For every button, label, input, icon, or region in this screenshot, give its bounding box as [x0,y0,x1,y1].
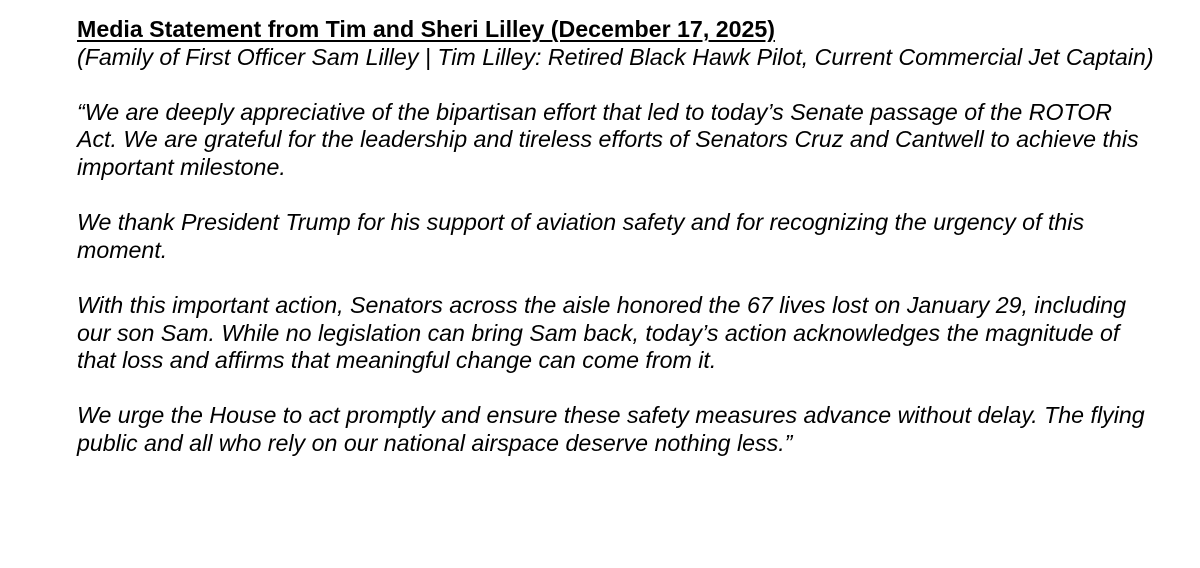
statement-title: Media Statement from Tim and Sheri Lilley (December 17, 2025) [77,16,776,42]
media-statement [77,16,1157,458]
paragraph-honor: With this important action, Senators across the aisle honored the 67 lives lost on January 29, including our son Sam. While no legislation can bring Sam back, today’s action acknowledges the magnitude of that loss and affirms that meaningful change can come from it. [77,291,1126,374]
statement-subtitle: (Family of First Officer Sam Lilley | Tim Lilley: Retired Black Hawk Pilot, Current Commercial Jet Captain) [77,43,1154,70]
paragraph-appreciation: “We are deeply appreciative of the bipartisan effort that led to today’s Senate passage of the ROTOR Act. We are grateful for the leadership and tireless efforts of Senators Cruz and Cantwell to achieve this important milestone. [77,98,1139,180]
paragraph-urge-house: We urge the House to act promptly and ensure these safety measures advance without delay. The flying public and all who rely on our national airspace deserve nothing less.” [77,402,1145,456]
paragraph-thanks: We thank President Trump for his support of aviation safety and for recognizing the urgency of this moment. [77,209,1085,263]
